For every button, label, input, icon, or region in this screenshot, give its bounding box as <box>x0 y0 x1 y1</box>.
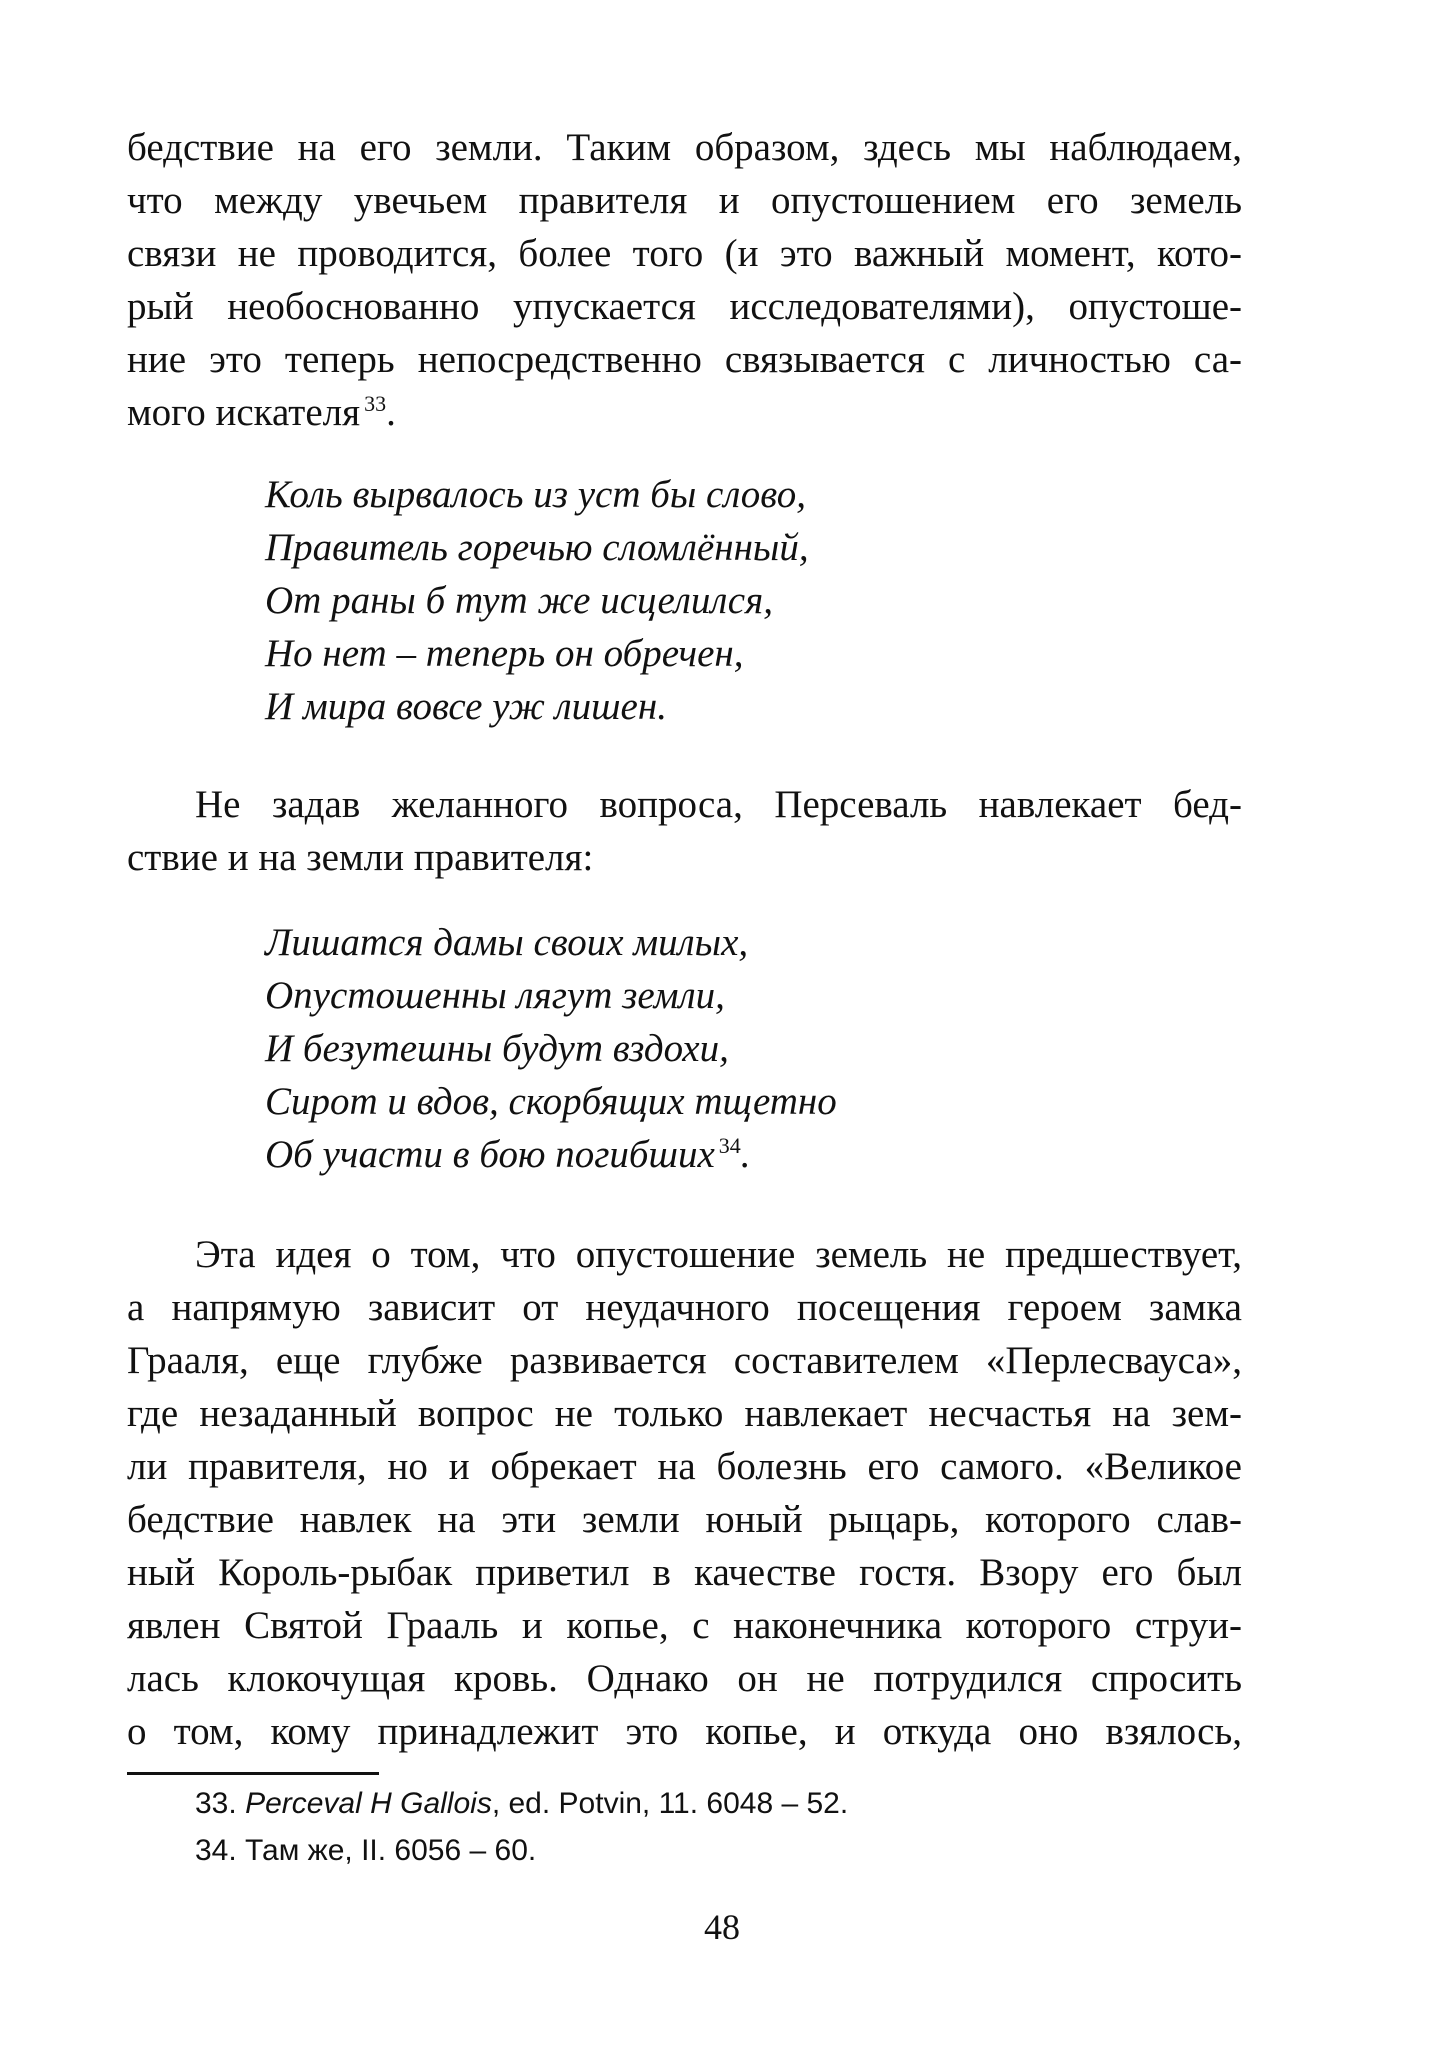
text-line: Не задав желанного вопроса, Персеваль навлекает бед- <box>195 783 1242 826</box>
footnote-separator <box>127 1772 379 1775</box>
verse-line-content: Об участи в бою погибших <box>265 1133 715 1176</box>
text-line: а напрямую зависит от неудачного посещения героем замка <box>127 1286 1242 1329</box>
verse-line: Лишатся дамы своих милых, <box>265 921 749 964</box>
text-line: бедствие на его земли. Таким образом, здесь мы наблюдаем, <box>127 126 1242 169</box>
text-line: связи не проводится, более того (и это важный момент, кото- <box>127 232 1242 275</box>
verse-line: Но нет – теперь он обречен, <box>265 632 744 675</box>
text-line: Эта идея о том, что опустошение земель не предшествует, <box>195 1233 1242 1276</box>
footnote-title: Perceval H Gallois <box>245 1787 492 1820</box>
text-line: рый необоснованно упускается исследователями), опустоше- <box>127 285 1242 328</box>
text-line: мого искателя $^{33}$. <box>127 391 396 434</box>
paragraph-3 <box>127 1228 1242 1758</box>
verse-line: Опустошенны лягут земли, <box>265 974 725 1017</box>
text-line: ный Король-рыбак приветил в качестве гостя. Взору его был <box>127 1551 1242 1594</box>
text-line-content: мого искателя <box>127 391 361 434</box>
paragraph-1 <box>127 121 1242 439</box>
text-line: лась клокочущая кровь. Однако он не потрудился спросить <box>127 1657 1242 1700</box>
text-line: бедствие навлек на эти земли юный рыцарь, которого слав- <box>127 1498 1242 1541</box>
footnote-number: 33. <box>195 1787 237 1820</box>
text-line: Грааля, еще глубже развивается составителем «Перлесвауса», <box>127 1339 1242 1382</box>
text-line: явлен Святой Грааль и копье, с наконечника которого струи- <box>127 1604 1242 1647</box>
verse-quote-1 <box>265 468 809 733</box>
footnote-33 <box>195 1780 848 1827</box>
verse-line: И безутешны будут вздохи, <box>265 1027 729 1070</box>
verse-line: Об участи в бою погибших $^{34}$. <box>265 1133 751 1176</box>
text-line: ние это теперь непосредственно связывается с личностью са- <box>127 338 1242 381</box>
text-line: где незаданный вопрос не только навлекает несчастья на зем- <box>127 1392 1242 1435</box>
paragraph-2 <box>127 778 1242 884</box>
text-line: что между увечьем правителя и опустошением его земель <box>127 179 1242 222</box>
text-line: ствие и на земли правителя: <box>127 836 594 879</box>
footnote-details: , ed. Potvin, 11. 6048 – 52. <box>491 1787 849 1820</box>
verse-line: От раны б тут же исцелился, <box>265 579 773 622</box>
footnote-reference-34[interactable]: 34 <box>718 1133 741 1158</box>
footnotes <box>195 1780 848 1874</box>
footnote-34: 34. Там же, II. 6056 – 60. <box>195 1834 537 1867</box>
verse-line: Правитель горечью сломлённый, <box>265 526 809 569</box>
text-line: о том, кому принадлежит это копье, и откуда оно взялось, <box>127 1710 1242 1753</box>
text-line: ли правителя, но и обрекает на болезнь его самого. «Великое <box>127 1445 1242 1488</box>
page-number: 48 <box>704 1907 740 1947</box>
verse-line: Коль вырвалось из уст бы слово, <box>265 473 806 516</box>
footnote-reference-33[interactable]: 33 <box>364 391 387 416</box>
verse-line: И мира вовсе уж лишен. <box>265 685 667 728</box>
verse-line: Сирот и вдов, скорбящих тщетно <box>265 1080 837 1123</box>
verse-quote-2 <box>265 916 837 1181</box>
